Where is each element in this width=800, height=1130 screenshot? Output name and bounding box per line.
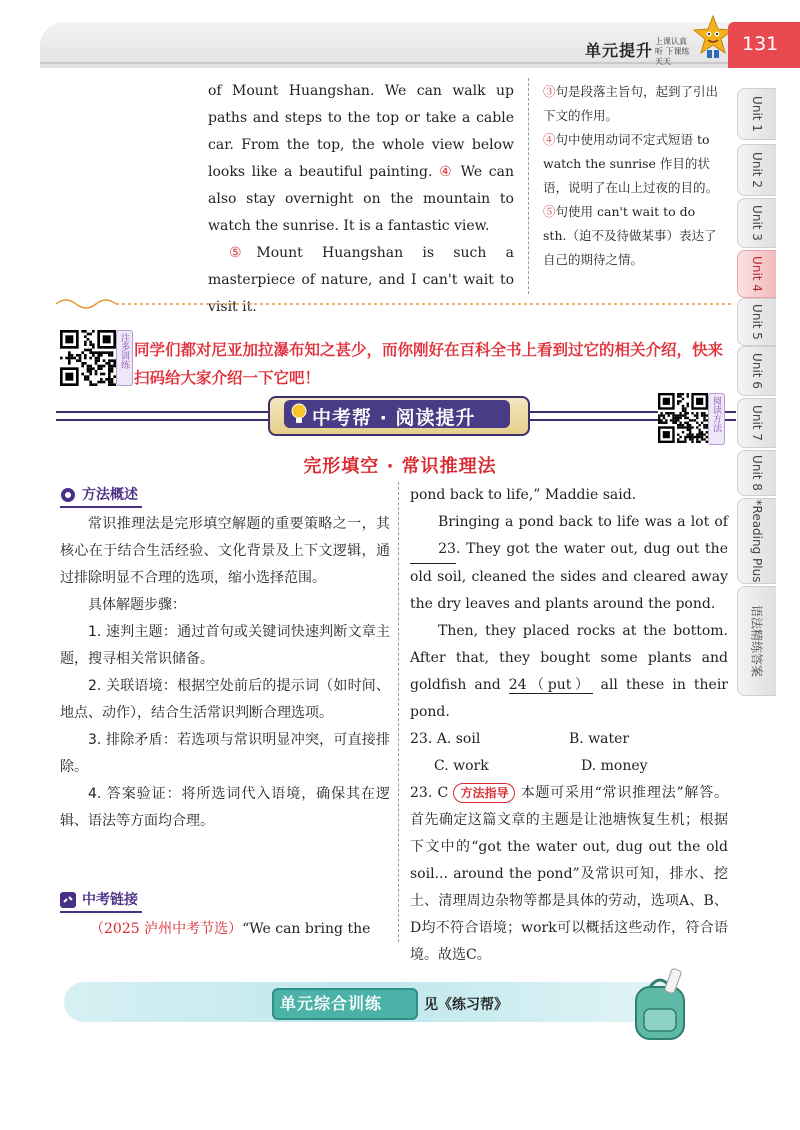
steps-title: 具体解题步骤：: [88, 597, 186, 613]
passage-text: of Mount Huangshan. We can walk up paths and steps to the top or take a cable car. From the top, the whole view below looks like a beautiful painting.: [208, 83, 514, 180]
exam-source-line: [90, 917, 390, 941]
unit-tab-label: Unit 7: [750, 405, 764, 441]
unit-tab-label: Unit 6: [750, 353, 764, 389]
option-text: A. soil: [436, 731, 481, 747]
note-text: 句中使用动词不定式短语 to watch the sunrise 作目的状语，说明了在山上过夜的目的。: [543, 132, 719, 195]
unit-tab[interactable]: [737, 298, 776, 346]
annotation-note: [543, 200, 721, 272]
question-options-row: [410, 753, 728, 780]
note-marker: ④: [543, 132, 556, 147]
method-step: 4. 答案验证：将所选词代入语境，确保其在逻辑、语法等方面均合理。: [60, 786, 390, 829]
unit-tab[interactable]: [737, 88, 776, 140]
unit-tab-label: Unit 3: [750, 205, 764, 241]
answer-number: 23. C: [410, 785, 449, 801]
question-options-row: [410, 726, 728, 753]
passage-text: . They got the water out, dug out the old soil, cleaned the sides and cleared away the dry leaves and plants around the pond.: [410, 541, 728, 612]
exam-source: （2025 泸州中考节选）: [90, 921, 243, 937]
option-a: [410, 726, 569, 753]
answer-explanation: [410, 780, 728, 969]
option-d: D. money: [581, 758, 648, 774]
page-number: 131: [742, 33, 779, 55]
unit-tab[interactable]: [737, 346, 776, 396]
qr-label: 注多训练: [116, 330, 133, 386]
unit-tab[interactable]: [737, 198, 776, 248]
blank-23: 23: [410, 536, 456, 564]
header-rule: [40, 62, 730, 64]
unit-tab[interactable]: [737, 144, 776, 196]
passage-text: “We can bring the: [242, 921, 371, 937]
passage-text: Bringing a pond back to life was a lot of: [438, 514, 728, 530]
practice-book-ref: 见《练习帮》: [424, 997, 508, 1013]
qr-code-icon[interactable]: [658, 393, 708, 443]
qr-label: 阅读方法: [708, 393, 725, 445]
option-c: C. work: [434, 758, 489, 774]
passage-continued: [208, 78, 514, 321]
method-overview-label: [60, 484, 142, 508]
exercise-body: [410, 482, 728, 969]
unit-tab[interactable]: [737, 498, 776, 584]
banner-title: 中考帮 · 阅读提升: [312, 407, 476, 429]
annotation-notes: [543, 80, 721, 272]
header-slogan: 上课认真听 下课练天天: [655, 37, 690, 66]
link-icon: [60, 892, 76, 908]
column-divider: [528, 78, 530, 294]
unit-training-label: 单元综合训练: [280, 994, 383, 1013]
question-number: 23.: [410, 731, 433, 747]
unit-tab[interactable]: [737, 398, 776, 448]
passage-text: all these in their pond.: [410, 677, 729, 720]
unit-tab-label: Unit 8: [750, 455, 764, 491]
blank-24: 24（put）: [508, 677, 593, 693]
note-marker: ③: [543, 84, 556, 99]
unit-tab-label: Unit 5: [750, 304, 764, 340]
unit-tab-label: Unit 2: [750, 152, 764, 188]
passage-paragraph: [410, 618, 728, 726]
unit-tab-label: Unit 1: [750, 96, 764, 132]
note-text: 句使用 can't wait to do sth.（迫不及待做某事）表达了自己的期待之情。: [543, 204, 717, 267]
passage-text: We can also stay overnight on the mountain to watch the sunrise. It is a fantastic view.: [208, 164, 514, 234]
column-divider: [398, 482, 400, 942]
note-marker: ⑤: [543, 204, 556, 219]
label-text: 中考链接: [82, 892, 138, 908]
passage-paragraph: [208, 78, 514, 240]
label-text: 方法概述: [82, 487, 138, 503]
qr-tip-text: 同学们都对尼亚加拉瀑布知之甚少，而你刚好在百科全书上看到过它的相关介绍，快来扫码给大家介绍一下它吧！: [134, 341, 724, 387]
unit-tab-label: Unit 4: [750, 256, 764, 292]
method-overview-body: [60, 511, 390, 835]
explanation-text: 本题可采用“常识推理法”解答。首先确定这篇文章的主题是让池塘恢复生机；根据下文中的“got the water out, dug out the old soil... around the pond”及常识可知，排水、挖土、清理周边杂物等都是具体的劳动，选项A、B、D均不符合语境；work可以概括这些动作，符合语境。故选C。: [410, 785, 728, 963]
unit-tab-label: *Reading Plus: [750, 499, 764, 583]
unit-tab-label: 语法精练答案: [749, 604, 764, 678]
backpack-icon: [620, 965, 700, 1045]
method-step: 3. 排除矛盾：若选项与常识明显冲突，可直接排除。: [60, 732, 390, 775]
star-mascot-icon: [693, 14, 733, 60]
sentence-marker: ④: [439, 164, 454, 180]
section-separator: [56, 294, 734, 314]
lightbulb-icon: [289, 403, 309, 425]
unit-tab[interactable]: [737, 250, 776, 298]
exam-link-label: [60, 889, 142, 913]
option-b: B. water: [569, 731, 630, 747]
method-intro: 常识推理法是完形填空解题的重要策略之一，其核心在于结合生活经验、文化背景及上下文逻辑，通过排除明显不合理的选项，缩小选择范围。: [60, 516, 390, 586]
sentence-marker: ⑤: [229, 245, 257, 261]
section-title: 完形填空 · 常识推理法: [303, 456, 497, 477]
method-step: 2. 关联语境：根据空处前后的提示词（如时间、地点、动作），结合生活常识判断合理选项。: [60, 678, 390, 721]
passage-text: Mount Huangshan is such a masterpiece of nature, and I can't wait to visit it.: [208, 245, 514, 315]
method-icon: [60, 487, 76, 503]
passage-text: Then, they placed rocks at the bottom. After that, they bought some plants and goldfish and: [410, 623, 728, 693]
qr-code-icon[interactable]: [60, 330, 116, 386]
page-section-title: 单元提升: [585, 41, 654, 60]
annotation-note: [543, 80, 721, 128]
note-text: 句是段落主旨句，起到了引出下文的作用。: [543, 84, 719, 123]
annotation-note: [543, 128, 721, 200]
passage-paragraph: [410, 509, 728, 618]
passage-text: pond back to life,” Maddie said.: [410, 487, 637, 503]
method-step: 1. 速判主题：通过首句或关键词快速判断文章主题，搜寻相关常识储备。: [60, 624, 390, 667]
unit-tab[interactable]: [737, 586, 776, 696]
method-guide-badge: 方法指导: [453, 783, 515, 803]
